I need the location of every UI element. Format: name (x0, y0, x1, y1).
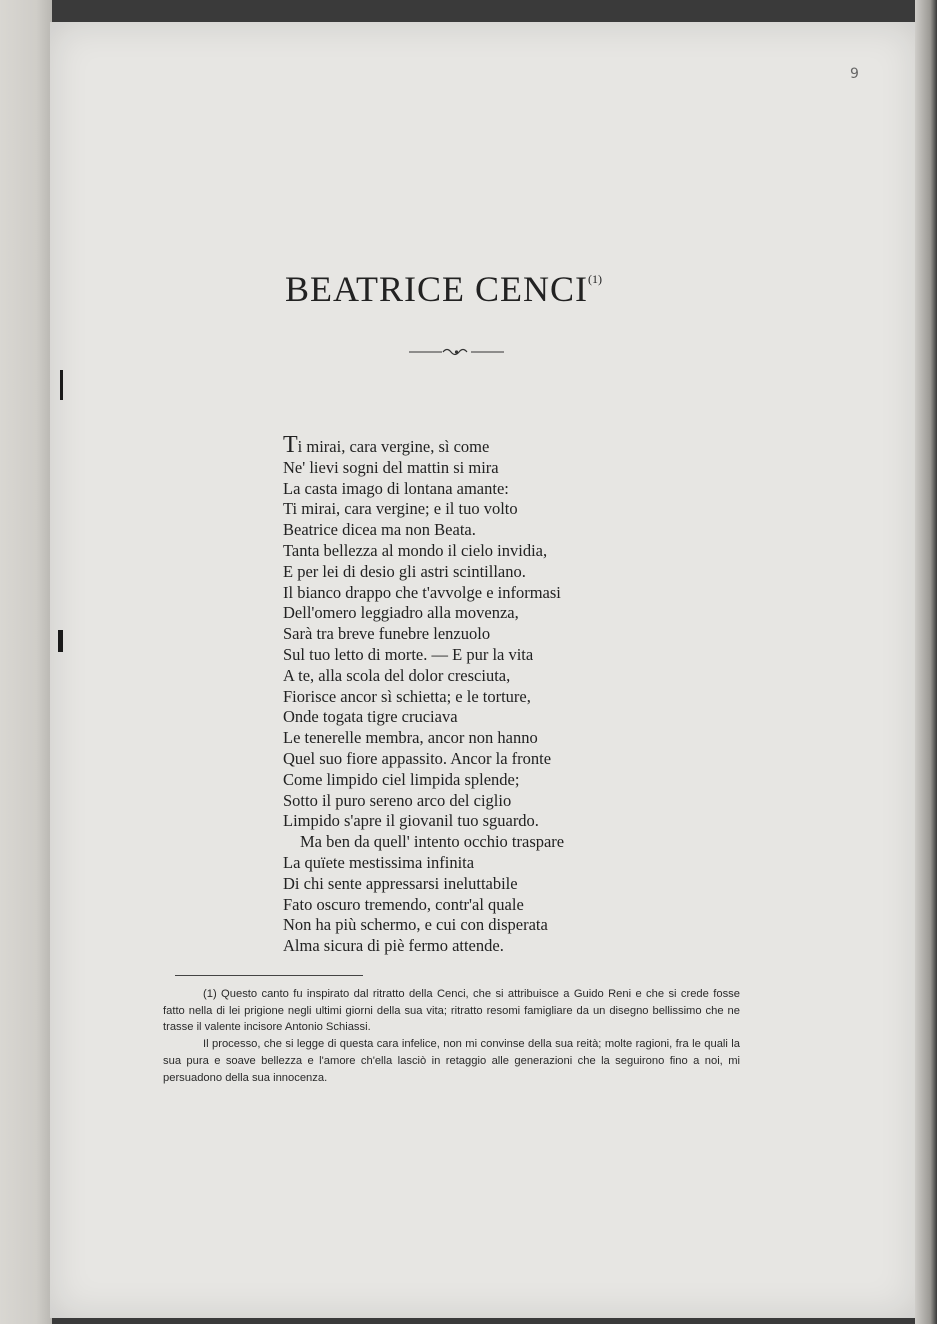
poem-line: A te, alla scola del dolor cresciuta, (283, 665, 511, 685)
poem-line: Di chi sente appressarsi ineluttabile (283, 873, 518, 893)
poem-line: Fiorisce ancor sì schietta; e le torture, (283, 686, 531, 706)
poem-line: Tanta bellezza al mondo il cielo invidia, (283, 540, 548, 560)
poem-line: Le tenerelle membra, ancor non hanno (283, 728, 538, 748)
footnote-paragraph: (1) Questo canto fu inspirato dal ritratto della Cenci, che si attribuisce a Guido Reni e che si crede fosse fatto nella di lei prigione negli ultimi giorni della sua vita; ritratto resomi famigliare da un disegno bellissimo che ne trasse il valente incisore Antonio Schiassi. (163, 988, 740, 1034)
poem-line: Sotto il puro sereno arco del ciglio (283, 790, 512, 810)
poem-line: Ti mirai, cara vergine; e il tuo volto (283, 499, 518, 519)
poem-line (283, 432, 564, 458)
poem-line: Fato oscuro tremendo, contr'al quale (283, 894, 524, 914)
title-footnote-ref: (1) (588, 272, 603, 286)
page-edge-shadow (915, 0, 937, 1324)
poem-line: La casta imago di lontana amante: (283, 478, 509, 498)
poem-line: Come limpido ciel limpida splende; (283, 769, 520, 789)
poem-line: Onde togata tigre cruciava (283, 707, 458, 727)
drop-cap: T (283, 432, 298, 458)
poem-line: Dell'omero leggiadro alla movenza, (283, 603, 519, 623)
poem-line: Sarà tra breve funebre lenzuolo (283, 624, 491, 644)
footnote-paragraph: Il processo, che si legge di questa cara infelice, non mi convinse della sua reità; molte ragioni, fra le quali la sua pura e soave bellezza e l'amore ch'ella lasciò in retaggio alle generazioni che la seguirono fino a noi, mi persuadono della sua innocenza. (163, 1038, 740, 1084)
poem-line: Non ha più schermo, e cui con disperata (283, 915, 548, 935)
facing-page-edge (0, 0, 52, 1324)
scan-mark (60, 370, 63, 400)
footnotes (163, 986, 740, 1086)
poem-line: Ne' lievi sogni del mattin si mira (283, 457, 499, 477)
poem-line: Alma sicura di piè fermo attende. (283, 936, 504, 956)
poem-line-text: i mirai, cara vergine, sì come (297, 437, 490, 456)
poem-line: Quel suo fiore appassito. Ancor la fronte (283, 748, 552, 768)
poem-line: Il bianco drappo che t'avvolge e informasi (283, 582, 561, 602)
footnote-rule (175, 975, 363, 976)
scan-mark (58, 630, 63, 652)
ornament-divider (409, 347, 504, 357)
poem-body (283, 432, 565, 957)
poem-title-text: BEATRICE CENCI (285, 269, 589, 309)
poem-line: Limpido s'apre il giovanil tuo sguardo. (283, 811, 539, 831)
poem-line: Sul tuo letto di morte. — E pur la vita (283, 644, 534, 664)
poem-line: Beatrice dicea ma non Beata. (283, 520, 476, 540)
poem-line: Ma ben da quell' intento occhio traspare (300, 832, 565, 852)
poem-title (285, 268, 602, 310)
poem-line: La quïete mestissima infinita (283, 852, 475, 872)
page-number: 9 (850, 66, 859, 82)
poem-line: E per lei di desio gli astri scintillano. (283, 561, 526, 581)
